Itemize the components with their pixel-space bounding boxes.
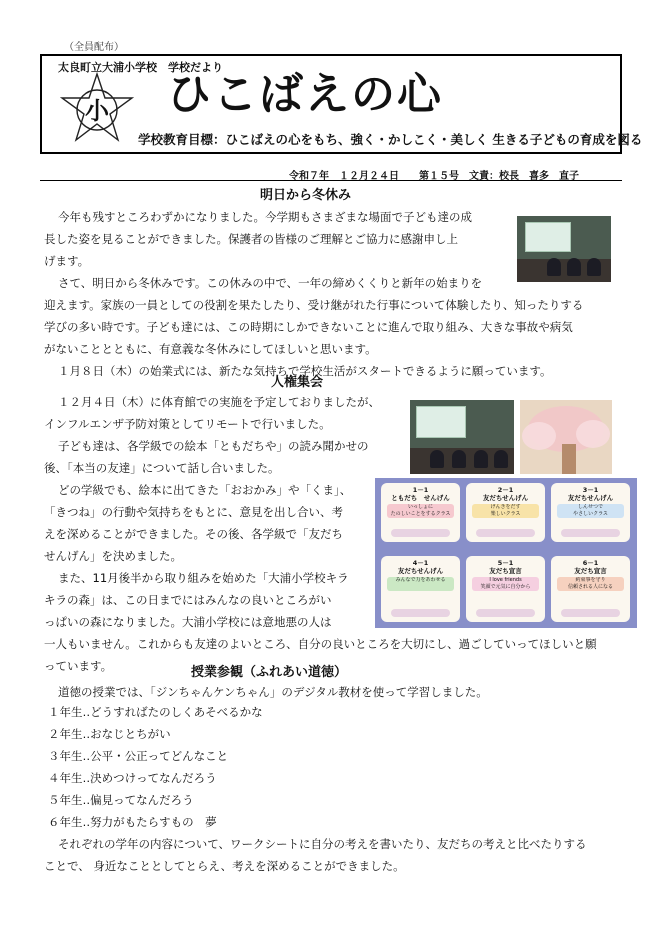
section1-line: げます。 [44, 254, 90, 268]
school-name: 太良町立大浦小学校 学校だより [58, 61, 223, 74]
section1-line: １月８日（木）の始業式には、新たな気持ちで学校生活がスタートできるように願っています。 [58, 364, 552, 378]
issue-info: 令和７年 １２月２４日 第１５号 文責：校長 喜多 直子 [289, 171, 579, 182]
newsletter-title: ひこばえの心 [167, 69, 443, 120]
lesson-item: ６年生‥努力がもたらすもの 夢 [48, 815, 217, 829]
declaration-card: 4－1 友だちせんげん みんなで力をあわせる [381, 556, 460, 622]
section1-line: 長した姿を見ることができました。保護者の皆様のご理解とご協力に感謝申し上 [44, 232, 458, 246]
section2-line: インフルエンザ予防対策としてリモートで行いました。 [44, 417, 331, 431]
classroom-photo [517, 216, 611, 282]
section2-line: キラの森」は、この日までにはみんなの良いところがい [44, 593, 332, 607]
section2-line: 「きつね」の行動や気持ちをもとに、意見を出し合い、考 [44, 505, 343, 519]
emblem-glyph: 小 [85, 96, 109, 125]
section2-line: どの学級でも、絵本に出てきた「おおかみ」や「くま」、 [58, 483, 352, 497]
section2-line: また、11月後半から取り組みを始めた「大浦小学校キラ [58, 571, 349, 585]
section2-line: 一人もいません。これからも友達のよいところ、自分の良いところを大切にし、過ごしていってほしいと願 [44, 637, 597, 651]
lesson-item: ４年生‥決めつけってなんだろう [48, 771, 217, 785]
declaration-card: 2－1 友だちせんげん げんきをだす 楽しいクラス [466, 483, 545, 542]
section1-line: さて、明日から冬休みです。この休みの中で、一年の締めくくりと新年の始まりを [58, 276, 483, 290]
declaration-card: 1－1 ともだち せんげん いっしょに たのしいことをするクラス [381, 483, 460, 542]
school-motto: 学校教育目標：ひこばえの心をもち、強く・かしこく・美しく 生きる子どもの育成を図る [138, 132, 643, 147]
declaration-card: 3－1 友だちせんげん しんせつで やさしいクラス [551, 483, 630, 542]
lesson-item: ２年生‥おなじとちがい [48, 727, 171, 741]
section3-intro: 道徳の授業では、「ジンちゃんケンちゃん」のデジタル教材を使って学習しました。 [58, 685, 488, 699]
friendship-declarations-photo [375, 478, 637, 628]
lesson-item: ５年生‥偏見ってなんだろう [48, 793, 194, 807]
section2-line: せんげん」を決めました。 [44, 549, 182, 563]
section1-line: 迎えます。家族の一員としての役割を果たしたり、受け継がれた行事について体験したり、知ったりする [44, 298, 584, 312]
section2-line: 子ども達は、各学級での絵本「ともだちや」の読み聞かせの [58, 439, 369, 453]
section1-heading: 明日から冬休み [260, 188, 352, 203]
section2-line: １２月４日（木）に体育館での実施を予定しておりましたが、 [58, 395, 380, 409]
section2-line: っています。 [44, 659, 113, 673]
section3-closing: それぞれの学年の内容について、ワークシートに自分の考えを書いたり、友だちの考えと比べたりする [58, 837, 587, 851]
lesson-item: １年生‥どうすればたのしくあそべるかな [48, 705, 263, 719]
section2-line: 後、「本当の友達」について話し合いました。 [44, 461, 280, 475]
school-emblem-icon [58, 72, 136, 144]
remote-assembly-photo [410, 400, 514, 474]
section3-heading: 授業参観（ふれあい道徳） [191, 665, 348, 680]
header-divider [40, 180, 622, 181]
section2-heading: 人権集会 [271, 375, 324, 390]
section1-line: 今年も残すところわずかになりました。今学期もさまざまな場面で子ども達の成 [58, 210, 472, 224]
section2-line: っぱいの森になりました。大浦小学校には意地悪の人は [44, 615, 332, 629]
section2-line: えを深めることができました。その後、各学級で「友だち [44, 527, 343, 541]
declaration-card: 6－1 友だち宣言 約束事を守り 信頼される人になる [551, 556, 630, 622]
kirakira-forest-photo [520, 400, 612, 474]
section3-closing: ことで、 身近なこととしてとらえ、考えを深めることができました。 [44, 859, 405, 873]
section1-line: がないこととともに、有意義な冬休みにしてほしいと思います。 [44, 342, 377, 356]
declaration-card: 5－1 友だち宣言 I love friends 笑顔で元気に自分から [466, 556, 545, 622]
section1-line: 学びの多い時です。子ども達には、この時期にしかできないことに進んで取り組み、大きな事故や病気 [44, 320, 573, 334]
distribution-note: （全員配布） [64, 42, 124, 53]
lesson-item: ３年生‥公平・公正ってどんなこと [48, 749, 229, 763]
